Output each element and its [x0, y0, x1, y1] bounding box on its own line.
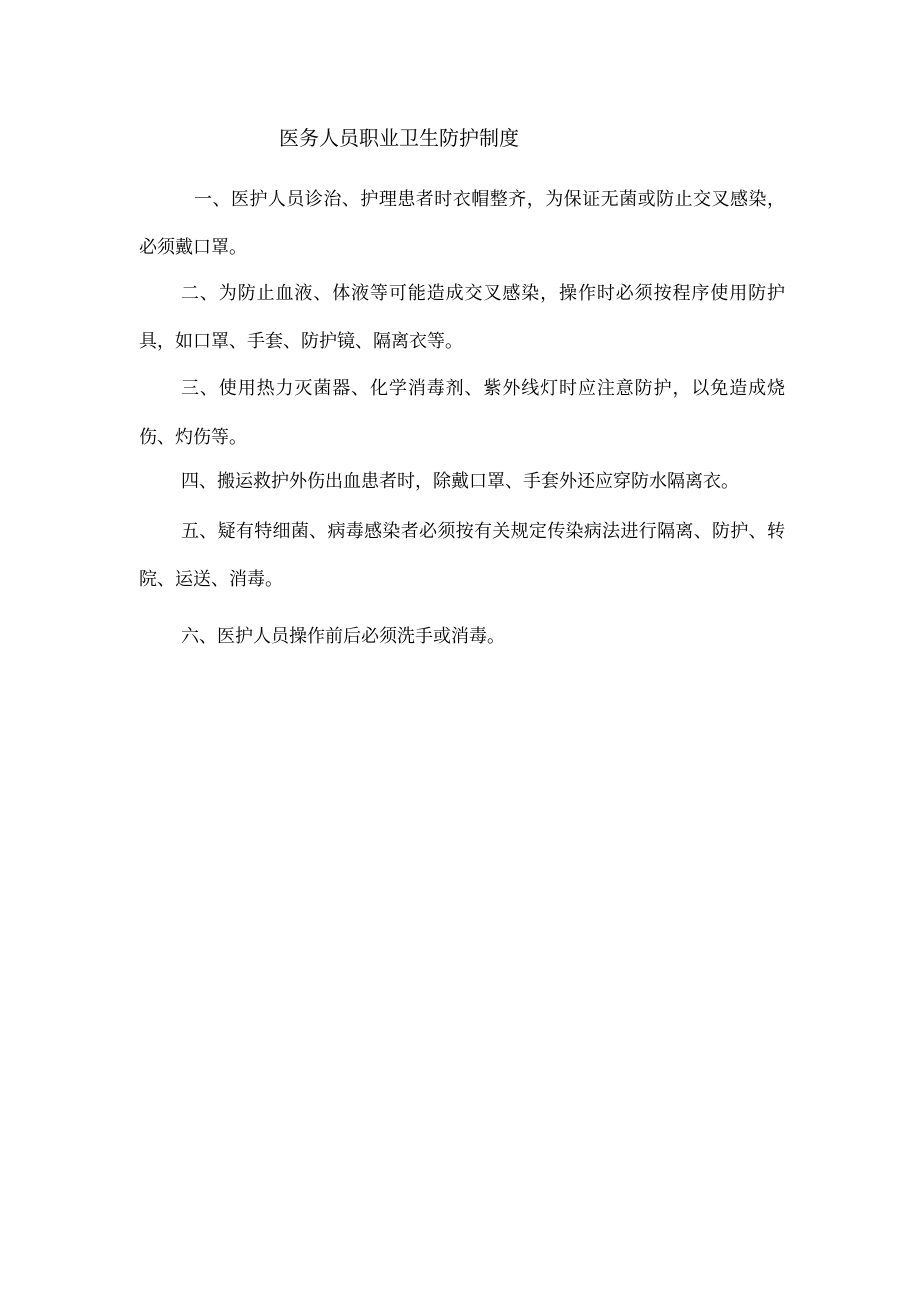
paragraph-4: 四、搬运救护外伤出血患者时，除戴口罩、手套外还应穿防水隔离衣。 [181, 471, 739, 492]
paragraph-6: 六、医护人员操作前后必须洗手或消毒。 [181, 626, 505, 647]
paragraph-5: 五、疑有特细菌、病毒感染者必须按有关规定传染病法进行隔离、防护、转院、运送、消毒。 [139, 521, 785, 590]
paragraph-1: 一、医护人员诊治、护理患者时衣帽整齐，为保证无菌或防止交叉感染，必须戴口罩。 [139, 189, 785, 258]
paragraph-3: 三、使用热力灭菌器、化学消毒剂、紫外线灯时应注意防护，以免造成烧伤、灼伤等。 [139, 378, 785, 448]
document-title: 医务人员职业卫生防护制度 [279, 126, 519, 150]
paragraph-2: 二、为防止血液、体液等可能造成交叉感染，操作时必须按程序使用防护具，如口罩、手套、防护镜、隔离衣等。 [139, 283, 785, 352]
